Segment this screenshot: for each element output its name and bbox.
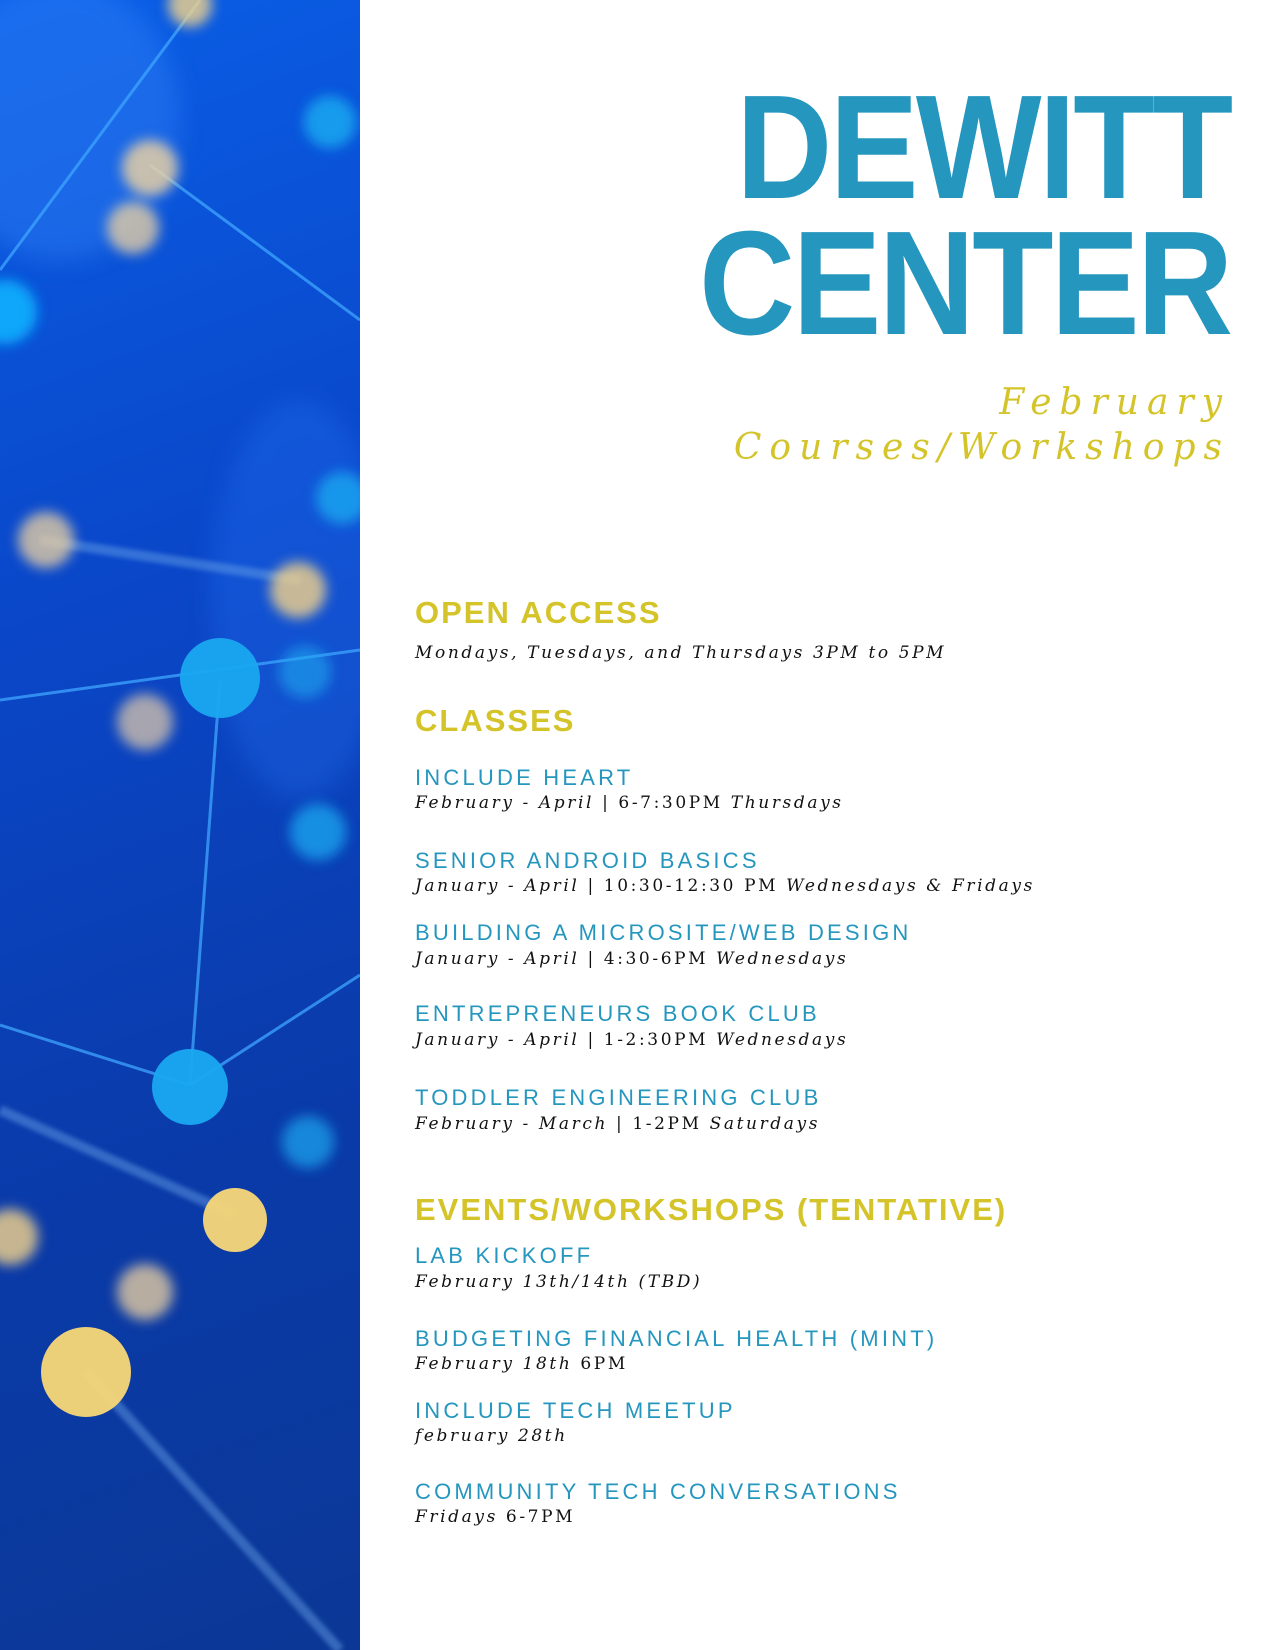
class-schedule: February - March | 1-2PM Saturdays [415,1114,821,1134]
events-heading: EVENTS/WORKSHOPS (TENTATIVE) [415,1192,1008,1227]
event-name: BUDGETING FINANCIAL HEALTH (MINT) [415,1326,938,1351]
decorative-network-panel [0,0,360,1650]
class-name: ENTREPRENEURS BOOK CLUB [415,1001,820,1026]
title-line-2: CENTER [698,201,1230,366]
subtitle-line-1: February [999,382,1230,423]
class-name: INCLUDE HEART [415,765,634,790]
class-name: SENIOR ANDROID BASICS [415,848,760,873]
page-title [698,65,1230,366]
class-name: TODDLER ENGINEERING CLUB [415,1085,822,1110]
classes-heading: CLASSES [415,703,576,738]
event-date: February 18th 6PM [415,1354,628,1374]
event-name: INCLUDE TECH MEETUP [415,1398,736,1423]
class-name: BUILDING A MICROSITE/WEB DESIGN [415,920,912,945]
open-access-hours: Mondays, Tuesdays, and Thursdays 3PM to 5PM [415,643,947,663]
title-line-1: DEWITT [735,65,1230,230]
subtitle-line-2: Courses/Workshops [733,427,1230,468]
event-date: February 13th/14th (TBD) [415,1272,703,1292]
event-name: LAB KICKOFF [415,1243,594,1268]
event-date: february 28th [415,1426,568,1446]
class-schedule: January - April | 1-2:30PM Wednesdays [415,1030,849,1050]
event-date: Fridays 6-7PM [415,1507,576,1527]
event-name: COMMUNITY TECH CONVERSATIONS [415,1479,901,1504]
open-access-heading: OPEN ACCESS [415,595,662,630]
network-illustration [0,0,360,1650]
class-schedule: February - April | 6-7:30PM Thursdays [415,793,844,813]
class-schedule: January - April | 4:30-6PM Wednesdays [415,949,849,969]
flyer-main-panel [360,0,1275,1650]
class-schedule: January - April | 10:30-12:30 PM Wednesdays & Fridays [415,876,1035,896]
page-subtitle [734,380,1230,470]
